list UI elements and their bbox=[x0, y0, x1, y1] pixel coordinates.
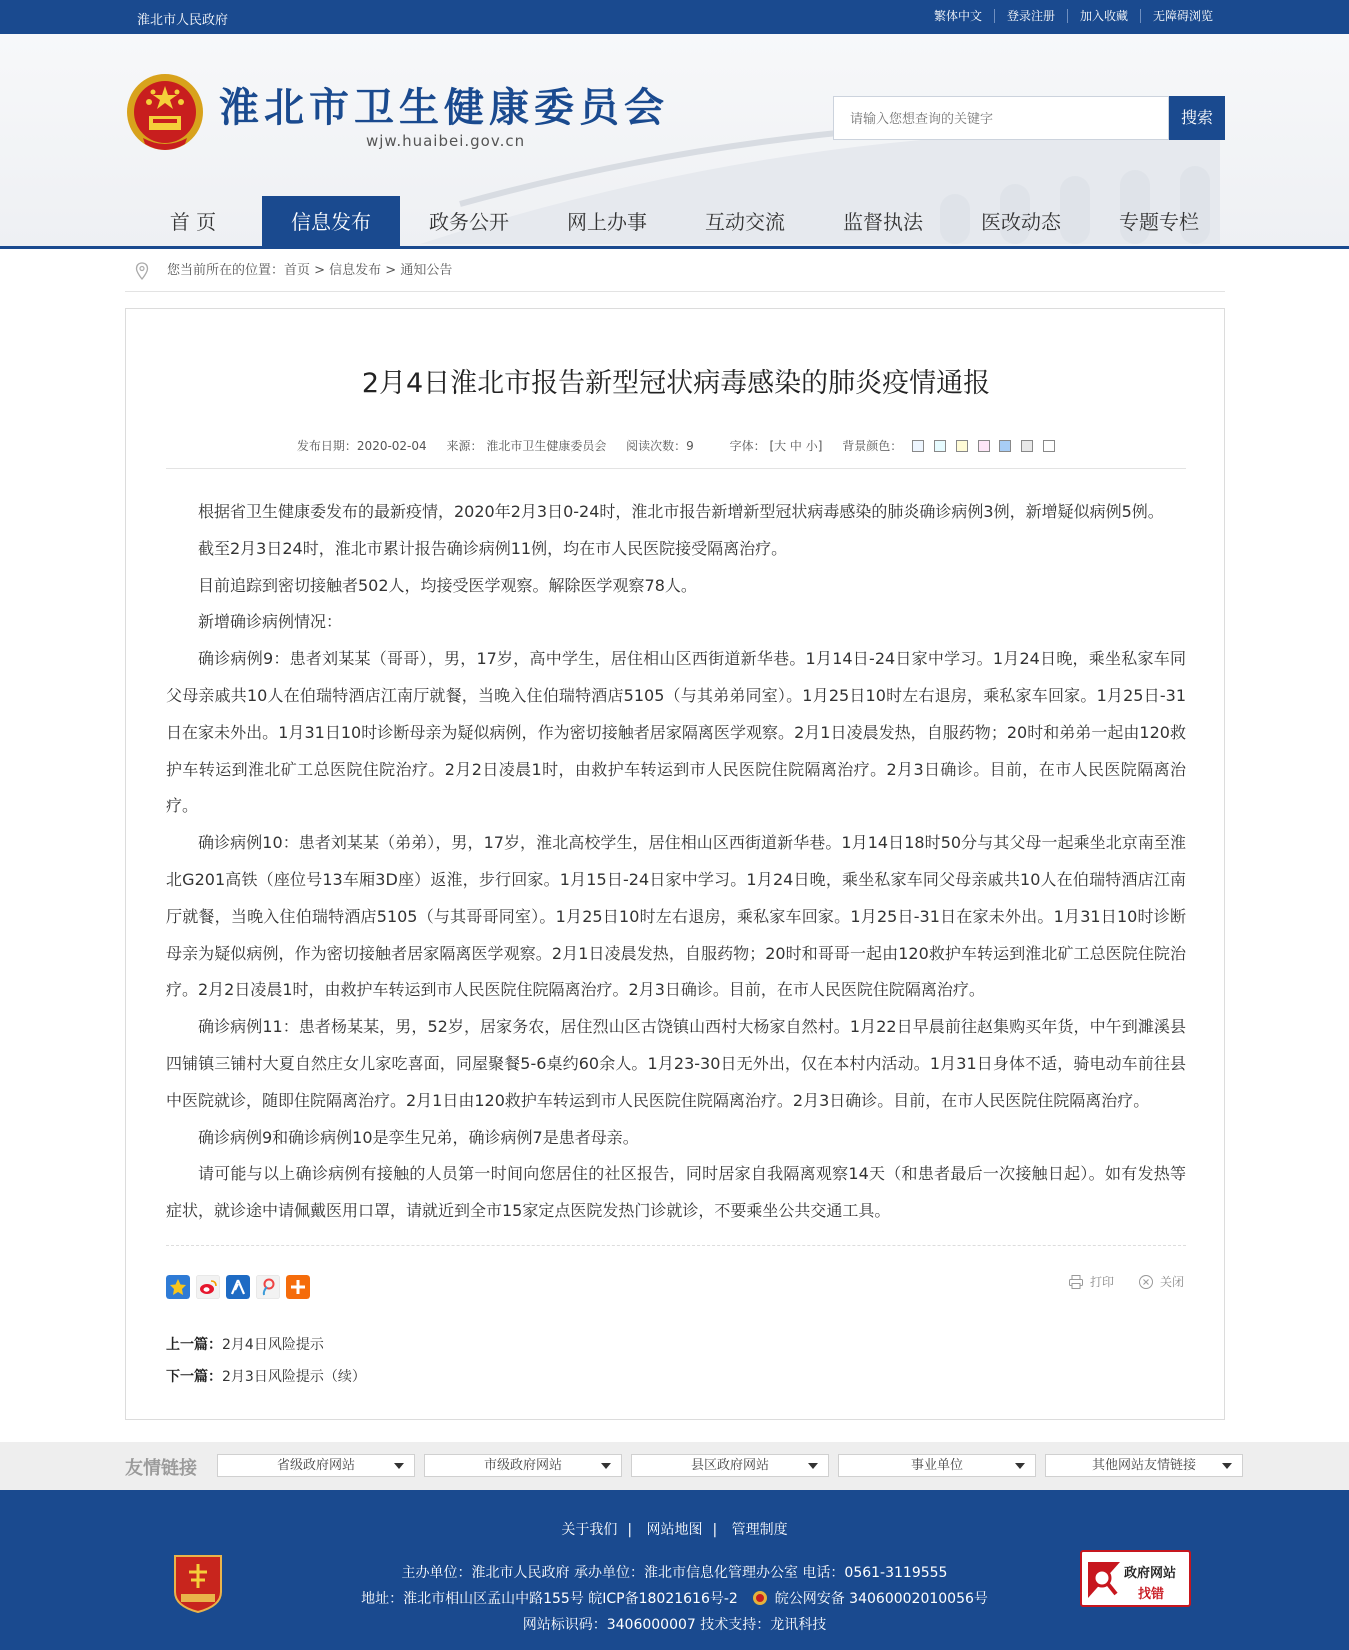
print-label: 打印 bbox=[1089, 1275, 1114, 1289]
meta-divider bbox=[166, 468, 1186, 469]
top-bar bbox=[0, 0, 1349, 34]
paragraph: 确诊病例9：患者刘某某（哥哥），男，17岁，高中学生，居住相山区西街道新华巷。1月14日-24日家中学习。1月24日晚，乘坐私家车同父母亲戚共10人在伯瑞特酒店江南厅就餐，当晚入住伯瑞特酒店5105（与其弟弟同室）。1月25日10时左右退房，乘私家车回家。1月25日-31日在家未外出。1月31日10时诊断母亲为疑似病例，作为密切接触者居家隔离医学观察。2月1日凌晨发热，自服药物；20时和弟弟一起由120救护车转运到淮北矿工总医院住院治疗。2月2日凌晨1时，由救护车转运到市人民医院住院隔离治疗。2月3日确诊。目前，在市人民医院隔离治疗。 bbox=[166, 649, 1186, 816]
bg-swatch[interactable] bbox=[999, 440, 1011, 452]
nav-home[interactable]: 首 页 bbox=[169, 210, 217, 234]
select-label: 县区政府网站 bbox=[690, 1458, 769, 1473]
nav-underline bbox=[0, 246, 1349, 249]
site-title: 淮北市卫生健康委员会 bbox=[219, 85, 669, 131]
prev-article bbox=[166, 1329, 366, 1361]
badge-title: 政府网站 bbox=[1124, 1566, 1177, 1581]
about-us-link[interactable]: 关于我们 bbox=[561, 1522, 618, 1538]
weibo-share-icon[interactable] bbox=[196, 1275, 220, 1299]
site-map-link[interactable]: 网站地图 bbox=[646, 1522, 703, 1538]
other-sites-select[interactable] bbox=[1045, 1454, 1243, 1477]
bg-swatch[interactable] bbox=[1043, 440, 1055, 452]
paragraph: 目前追踪到密切接触者502人，均接受医学观察。解除医学观察78人。 bbox=[198, 575, 697, 595]
paragraph: 确诊病例9和确诊病例10是孪生兄弟，确诊病例7是患者母亲。 bbox=[198, 1127, 639, 1147]
select-label: 省级政府网站 bbox=[276, 1458, 355, 1473]
view-count: 阅读次数：9 bbox=[626, 439, 694, 453]
nav-medical-reform[interactable]: 医改动态 bbox=[981, 210, 1061, 234]
bg-swatch[interactable] bbox=[978, 440, 990, 452]
chevron-down-icon bbox=[1222, 1463, 1232, 1469]
footer bbox=[0, 1490, 1349, 1650]
paragraph: 新增确诊病例情况： bbox=[198, 612, 343, 632]
nav-government-affairs[interactable]: 政务公开 bbox=[429, 210, 509, 234]
close-label: 关闭 bbox=[1159, 1275, 1184, 1289]
bg-swatch[interactable] bbox=[1021, 440, 1033, 452]
prev-article-link[interactable]: 2月4日风险提示 bbox=[222, 1337, 324, 1353]
accessibility-link[interactable]: 无障碍浏览 bbox=[1140, 9, 1225, 23]
prev-label: 上一篇： bbox=[166, 1337, 222, 1353]
chevron-down-icon bbox=[601, 1463, 611, 1469]
search-input[interactable] bbox=[833, 96, 1169, 140]
traditional-chinese-link[interactable]: 繁体中文 bbox=[933, 9, 982, 23]
next-article bbox=[166, 1361, 366, 1393]
footer-links: 关于我们 | 网站地图 | 管理制度 bbox=[561, 1522, 788, 1538]
article-meta bbox=[166, 437, 1186, 454]
public-institution-select[interactable] bbox=[838, 1454, 1036, 1477]
close-button[interactable] bbox=[1138, 1273, 1184, 1290]
bg-color-label: 背景颜色： bbox=[842, 439, 903, 453]
footer-address-text: 地址：淮北市相山区孟山中路155号 皖ICP备18021616号-2 bbox=[361, 1591, 738, 1607]
login-register-link[interactable]: 登录注册 bbox=[994, 9, 1067, 23]
chevron-down-icon bbox=[808, 1463, 818, 1469]
tencent-weibo-share-icon[interactable] bbox=[256, 1275, 280, 1299]
friendly-links-label: 友情链接 bbox=[125, 1458, 197, 1479]
nav-info-release[interactable]: 信息发布 bbox=[262, 196, 400, 248]
article-title: 2月4日淮北市报告新型冠状病毒感染的肺炎疫情通报 bbox=[361, 368, 991, 399]
close-icon bbox=[1138, 1274, 1154, 1290]
select-label: 事业单位 bbox=[910, 1458, 963, 1473]
badge-subtitle: 找错 bbox=[1138, 1587, 1165, 1602]
footer-sponsor: 主办单位：淮北市人民政府 承办单位：淮北市信息化管理办公室 电话：0561-3119555 bbox=[401, 1565, 948, 1581]
footer-identifier: 网站标识码：3406000007 技术支持：龙讯科技 bbox=[522, 1617, 827, 1633]
paragraph: 根据省卫生健康委发布的最新疫情，2020年2月3日0-24时，淮北市报告新增新型冠状病毒感染的肺炎确诊病例3例，新增疑似病例5例。 bbox=[198, 502, 1164, 521]
article-source: 来源： 淮北市卫生健康委员会 bbox=[446, 439, 607, 453]
provincial-gov-select[interactable] bbox=[217, 1454, 415, 1477]
add-favorite-link[interactable]: 加入收藏 bbox=[1067, 9, 1140, 23]
nav-interaction[interactable]: 互动交流 bbox=[705, 210, 785, 234]
nav-supervision[interactable]: 监督执法 bbox=[843, 210, 923, 234]
location-pin-icon bbox=[135, 262, 149, 280]
next-article-link[interactable]: 2月3日风险提示（续） bbox=[222, 1369, 366, 1385]
friendly-links-bar bbox=[0, 1442, 1349, 1490]
select-label: 市级政府网站 bbox=[483, 1458, 562, 1473]
site-url: wjw.huaibei.gov.cn bbox=[366, 132, 526, 150]
chevron-down-icon bbox=[394, 1463, 404, 1469]
printer-icon bbox=[1068, 1274, 1084, 1290]
bg-swatch[interactable] bbox=[912, 440, 924, 452]
prev-next-links bbox=[166, 1329, 366, 1393]
breadcrumb-text: 您当前所在的位置：首页 > 信息发布 > 通知公告 bbox=[167, 263, 453, 278]
more-share-icon[interactable] bbox=[286, 1275, 310, 1299]
publish-date: 发布日期：2020-02-04 bbox=[296, 439, 427, 453]
parent-site-link[interactable]: 淮北市人民政府 bbox=[137, 13, 229, 28]
renren-share-icon[interactable] bbox=[226, 1275, 250, 1299]
next-label: 下一篇： bbox=[166, 1369, 222, 1385]
article-footer-divider bbox=[166, 1245, 1186, 1246]
paragraph: 确诊病例10：患者刘某某（弟弟），男，17岁，淮北高校学生，居住相山区西街道新华巷。1月14日18时50分与其父母一起乘坐北京南至淮北G201高铁（座位号13车厢3D座）返淮，步行回家。1月15日-24日家中学习。1月24日晚，乘坐私家车同父母亲戚共10人在伯瑞特酒店江南厅就餐，当晚入住伯瑞特酒店5105（与其哥哥同室）。1月25日10时左右退房，乘私家车回家。1月25日-31日在家未外出。1月31日10时诊断母亲为疑似病例，作为密切接触者居家隔离医学观察。2月1日凌晨发热，自服药物；20时和哥哥一起由120救护车转运到淮北矿工总医院住院治疗。2月2日凌晨1时，由救护车转运到市人民医院住院隔离治疗。2月3日确诊。目前，在市人民医院住院隔离治疗。 bbox=[166, 833, 1186, 1000]
gov-site-error-report-badge[interactable] bbox=[1080, 1550, 1191, 1607]
national-emblem-icon bbox=[125, 72, 205, 156]
main-nav bbox=[124, 196, 1228, 248]
print-button[interactable] bbox=[1068, 1273, 1114, 1290]
article-tools bbox=[1068, 1273, 1184, 1290]
select-label: 其他网站友情链接 bbox=[1091, 1458, 1196, 1473]
bg-swatch[interactable] bbox=[956, 440, 968, 452]
nav-special-topics[interactable]: 专题专栏 bbox=[1119, 210, 1199, 234]
paragraph: 截至2月3日24时，淮北市累计报告确诊病例11例，均在市人民医院接受隔离治疗。 bbox=[198, 538, 788, 558]
police-badge-icon bbox=[752, 1590, 768, 1606]
paragraph: 请可能与以上确诊病例有接触的人员第一时间向您居住的社区报告，同时居家自我隔离观察14天（和患者最后一次接触日起）。如有发热等症状，就诊途中请佩戴医用口罩，请就近到全市15家定点医院发热门诊就诊，不要乘坐公共交通工具。 bbox=[166, 1164, 1186, 1221]
qzone-share-icon[interactable] bbox=[166, 1275, 190, 1299]
font-size-control[interactable]: 字体： [大 中 小] bbox=[729, 439, 823, 453]
bg-swatch[interactable] bbox=[934, 440, 946, 452]
share-bar bbox=[166, 1275, 310, 1299]
top-links bbox=[922, 9, 1225, 23]
article-panel bbox=[125, 308, 1225, 1420]
magnifier-icon bbox=[1086, 1560, 1122, 1600]
management-rules-link[interactable]: 管理制度 bbox=[731, 1522, 788, 1538]
footer-police-record[interactable]: 皖公网安备 34060002010056号 bbox=[774, 1591, 988, 1607]
chevron-down-icon bbox=[1015, 1463, 1025, 1469]
article-body bbox=[166, 494, 1186, 1230]
municipal-gov-select[interactable] bbox=[424, 1454, 622, 1477]
county-gov-select[interactable] bbox=[631, 1454, 829, 1477]
breadcrumb bbox=[125, 258, 1225, 292]
paragraph: 确诊病例11：患者杨某某，男，52岁，居家务农，居住烈山区古饶镇山西村大杨家自然村。1月22日早晨前往赵集购买年货，中午到濉溪县四铺镇三铺村大夏自然庄女儿家吃喜面，同屋聚餐5-6桌约60余人。1月23-30日无外出，仅在本村内活动。1月31日身体不适，骑电动车前往县中医院就诊，随即住院隔离治疗。2月1日由120救护车转运到市人民医院住院隔离治疗。2月3日确诊。目前，在市人民医院住院隔离治疗。 bbox=[166, 1017, 1186, 1110]
nav-online-services[interactable]: 网上办事 bbox=[567, 210, 647, 234]
search-button[interactable]: 搜索 bbox=[1169, 96, 1225, 140]
